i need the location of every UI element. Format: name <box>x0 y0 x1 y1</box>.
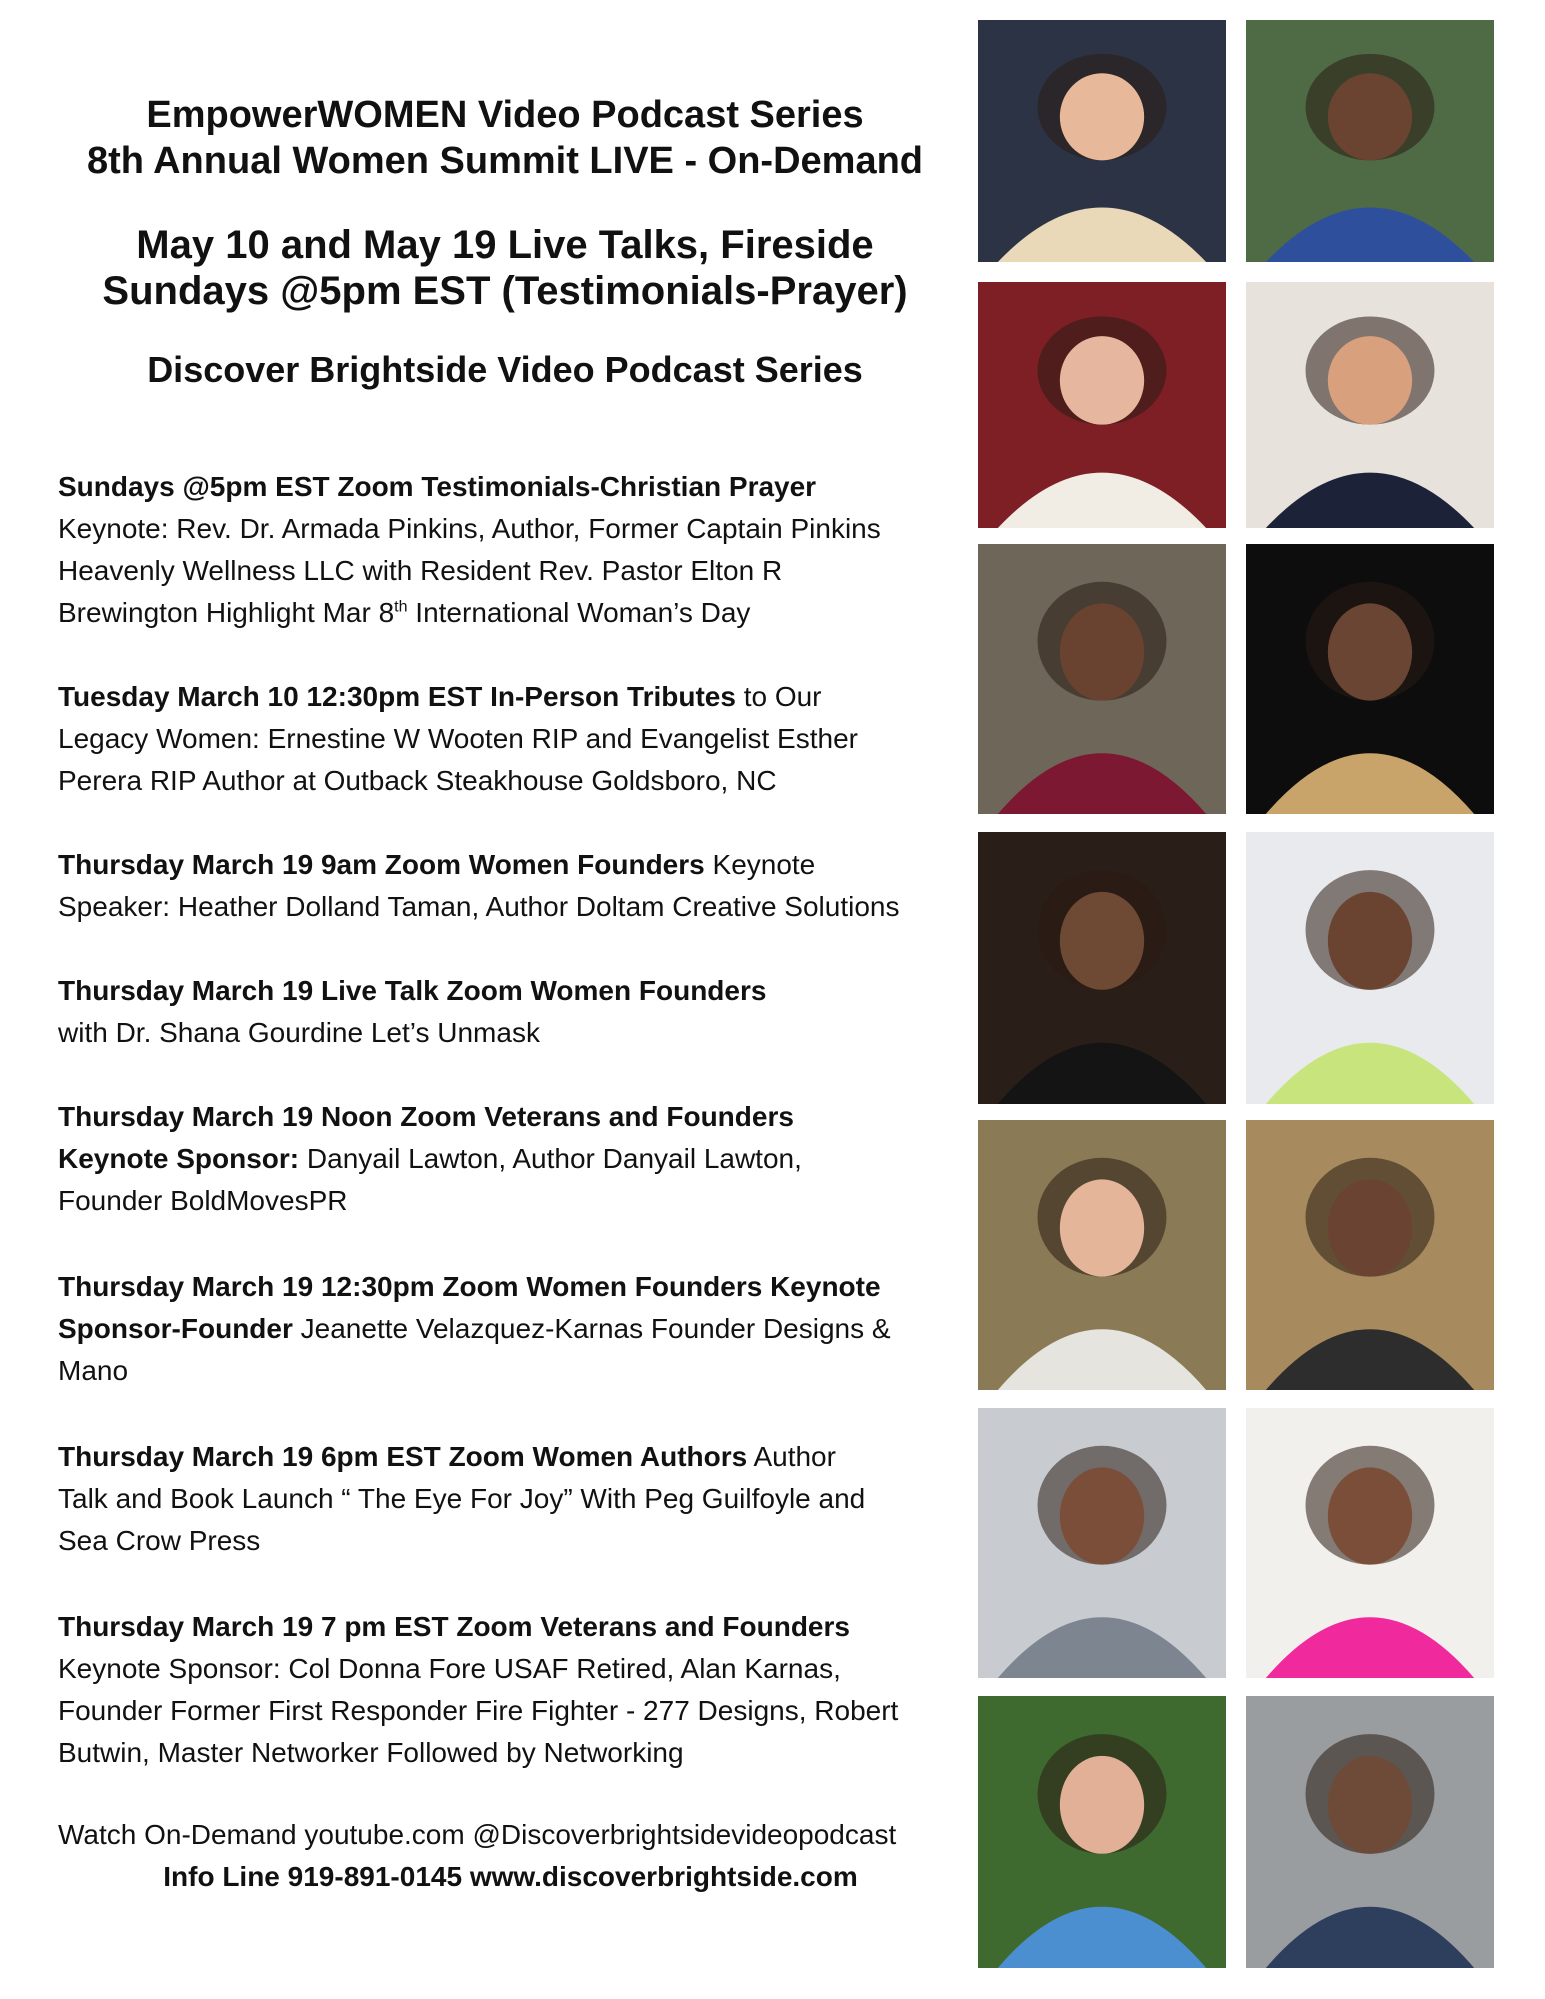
live-talks-heading <box>40 222 970 314</box>
man-green-foliage-photo <box>978 1696 1226 1968</box>
info-line-text: Info Line 919-891-0145 www.discoverbrightside.com <box>163 1861 858 1892</box>
event-text: Keynote Sponsor: Col Donna Fore USAF Retired, Alan Karnas, <box>58 1653 841 1684</box>
event-tuesday-tributes <box>58 676 963 802</box>
event-text: Danyail Lawton, Author Danyail Lawton, <box>299 1143 802 1174</box>
event-thursday-6pm <box>58 1436 963 1562</box>
woman-blue-blazer-photo <box>1246 20 1494 262</box>
event-title: Tuesday March 10 12:30pm EST In-Person Tributes <box>58 681 736 712</box>
couple-night-photo <box>978 20 1226 262</box>
event-text: Founder Former First Responder Fire Fighter - 277 Designs, Robert <box>58 1695 899 1726</box>
woman-black-fur-photo <box>978 832 1226 1104</box>
event-text: Jeanette Velazquez-Karnas Founder Designs & <box>292 1313 891 1344</box>
event-subtitle: Keynote Sponsor: <box>58 1143 300 1174</box>
event-text: Sea Crow Press <box>58 1525 261 1556</box>
event-text: Heavenly Wellness LLC with Resident Rev. Pastor Elton R <box>58 555 783 586</box>
event-title: Sundays @5pm EST Zoom Testimonials-Christian Prayer <box>58 471 817 502</box>
woman-green-top-photo <box>1246 832 1494 1104</box>
event-text: International Woman’s Day <box>407 597 751 628</box>
event-text: Keynote: Rev. Dr. Armada Pinkins, Author, Former Captain Pinkins <box>58 513 881 544</box>
woman-theater-seats-photo <box>978 282 1226 528</box>
event-text: with Dr. Shana Gourdine Let’s Unmask <box>58 1017 540 1048</box>
event-text: Mano <box>58 1355 129 1386</box>
woman-pink-outfit-photo <box>1246 1408 1494 1678</box>
speaker-photo-grid <box>978 20 1498 1980</box>
event-text: Founder BoldMovesPR <box>58 1185 348 1216</box>
event-text: Butwin, Master Networker Followed by Networking <box>58 1737 684 1768</box>
event-thursday-noon <box>58 1096 963 1222</box>
watch-on-demand-text: Watch On-Demand youtube.com @Discoverbrightsidevideopodcast <box>58 1819 897 1850</box>
woman-maroon-blouse-photo <box>978 544 1226 814</box>
brightside-series-heading <box>40 348 970 392</box>
series-title-line-1: EmpowerWOMEN Video Podcast Series <box>146 94 864 136</box>
event-text: Talk and Book Launch “ The Eye For Joy” With Peg Guilfoyle and <box>58 1483 866 1514</box>
event-text: to Our <box>735 681 822 712</box>
series-title-line-2: 8th Annual Women Summit LIVE - On-Demand <box>86 140 924 182</box>
live-talks-line-2: Sundays @5pm EST (Testimonials-Prayer) <box>102 269 908 313</box>
event-thursday-live-talk <box>58 970 963 1054</box>
woman-tan-blazer-photo <box>1246 544 1494 814</box>
event-sundays-prayer <box>58 466 963 634</box>
event-thursday-9am <box>58 844 963 928</box>
event-title: Thursday March 19 9am Zoom Women Founders <box>58 849 705 880</box>
event-title: Thursday March 19 6pm EST Zoom Women Authors <box>58 1441 748 1472</box>
series-title <box>40 92 970 184</box>
event-text: Legacy Women: Ernestine W Wooten RIP and Evangelist Esther <box>58 723 858 754</box>
brightside-series-line: Discover Brightside Video Podcast Series <box>147 349 863 390</box>
event-subtitle: Sponsor-Founder <box>58 1313 293 1344</box>
couple-portrait-photo <box>1246 1696 1494 1968</box>
event-title: Thursday March 19 12:30pm Zoom Women Founders Keynote <box>58 1271 881 1302</box>
woman-glasses-photo <box>1246 1120 1494 1390</box>
event-text: Author <box>747 1441 836 1472</box>
woman-red-scarf-photo <box>1246 282 1494 528</box>
man-gray-suit-photo <box>978 1408 1226 1678</box>
event-thursday-1230 <box>58 1266 963 1392</box>
event-text: Perera RIP Author at Outback Steakhouse Goldsboro, NC <box>58 765 777 796</box>
event-title: Thursday March 19 Live Talk Zoom Women Founders <box>58 975 767 1006</box>
event-text: Brewington Highlight Mar 8 <box>58 597 395 628</box>
event-title: Thursday March 19 Noon Zoom Veterans and Founders <box>58 1101 794 1132</box>
couple-holiday-photo <box>978 1120 1226 1390</box>
event-text: Speaker: Heather Dolland Taman, Author Doltam Creative Solutions <box>58 891 900 922</box>
event-title: Thursday March 19 7 pm EST Zoom Veterans and Founders <box>58 1611 850 1642</box>
event-text: Keynote <box>704 849 816 880</box>
event-thursday-7pm <box>58 1606 963 1774</box>
ordinal-suffix: th <box>394 598 408 616</box>
live-talks-line-1: May 10 and May 19 Live Talks, Fireside <box>136 223 874 267</box>
footer <box>58 1814 963 1898</box>
